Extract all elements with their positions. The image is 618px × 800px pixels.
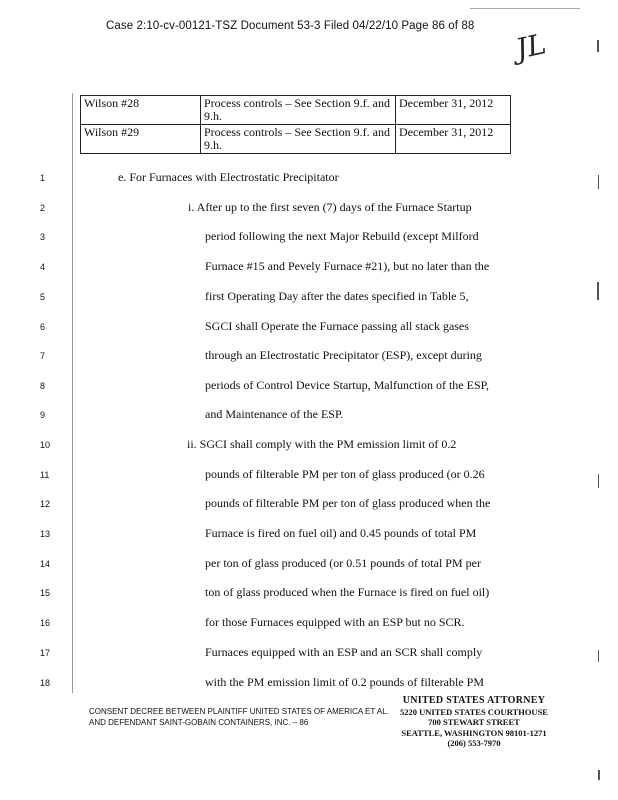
line-number: 13 [40,529,51,539]
line-number: 9 [40,410,46,420]
line-number: 10 [40,440,51,450]
body-line: through an Electrostatic Precipitator (ESP), except during [205,348,482,362]
scan-mark [598,474,599,488]
footer-caption [89,706,389,728]
body-line: Furnace is fired on fuel oil) and 0.45 pounds of total PM [205,526,477,540]
line-number: 7 [40,351,46,361]
line-number: 2 [40,203,46,213]
compliance-table [80,95,511,154]
margin-rule [72,93,73,693]
scan-mark [598,175,599,189]
table-cell-date: December 31, 2012 [396,125,511,154]
body-line: periods of Control Device Startup, Malfunction of the ESP, [205,378,489,392]
attorney-title: UNITED STATES ATTORNEY [402,695,546,706]
body-line: ton of glass produced when the Furnace is fired on fuel oil) [205,585,490,599]
table-cell-date: December 31, 2012 [396,96,511,125]
body-line: ii. SGCI shall comply with the PM emission limit of 0.2 [187,437,457,451]
body-line: and Maintenance of the ESP. [205,407,344,421]
scan-mark [470,8,580,9]
line-number: 8 [40,381,46,391]
line-number: 3 [40,232,46,242]
scan-mark [597,40,599,52]
line-number: 18 [40,678,51,688]
scan-mark [598,650,599,662]
table-row [81,125,511,154]
body-line: with the PM emission limit of 0.2 pounds of filterable PM [205,675,484,689]
footer-attorney-block [400,696,548,749]
line-number: 12 [40,499,51,509]
line-number: 16 [40,618,51,628]
body-line: pounds of filterable PM per ton of glass produced when the [205,496,491,510]
scan-mark [597,282,599,300]
attorney-address-line: 700 STEWART STREET [428,717,520,727]
body-line: per ton of glass produced (or 0.51 pounds of total PM per [205,556,481,570]
body-line: first Operating Day after the dates specified in Table 5, [205,289,469,303]
body-line: period following the next Major Rebuild (except Milford [205,229,479,243]
case-header: Case 2:10-cv-00121-TSZ Document 53-3 Filed 04/22/10 Page 86 of 88 [106,20,475,32]
line-number: 17 [40,648,51,658]
line-number: 11 [40,470,50,480]
line-number: 14 [40,559,51,569]
handwritten-initials: JL [512,27,549,66]
line-number: 15 [40,588,51,598]
section-heading: e. For Furnaces with Electrostatic Precipitator [118,170,339,184]
line-number: 1 [40,173,46,183]
body-line: Furnaces equipped with an ESP and an SCR shall comply [205,645,483,659]
line-number: 6 [40,322,46,332]
footer-caption-line: AND DEFENDANT SAINT-GOBAIN CONTAINERS, INC. – 86 [89,718,309,727]
attorney-address-line: 5220 UNITED STATES COURTHOUSE [400,706,548,717]
scan-mark [598,770,600,780]
table-cell-method: Process controls – See Section 9.f. and 9.h. [201,96,396,125]
attorney-address-line: SEATTLE, WASHINGTON 98101-1271 [401,727,547,738]
body-line: i. After up to the first seven (7) days of the Furnace Startup [188,200,472,214]
table-cell-source: Wilson #28 [81,96,201,125]
table-row [81,96,511,125]
body-line: pounds of filterable PM per ton of glass produced (or 0.26 [205,467,485,481]
line-number: 5 [40,292,46,302]
body-line: for those Furnaces equipped with an ESP but no SCR. [205,615,465,629]
body-line: SGCI shall Operate the Furnace passing all stack gases [205,319,469,333]
body-line: Furnace #15 and Pevely Furnace #21), but no later than the [205,259,490,273]
table-cell-source: Wilson #29 [81,125,201,154]
footer-caption-line: CONSENT DECREE BETWEEN PLAINTIFF UNITED STATES OF AMERICA ET AL. [89,707,389,716]
attorney-phone: (206) 553-7970 [447,738,501,748]
table-cell-method: Process controls – See Section 9.f. and 9.h. [201,125,396,154]
line-number: 4 [40,262,46,272]
